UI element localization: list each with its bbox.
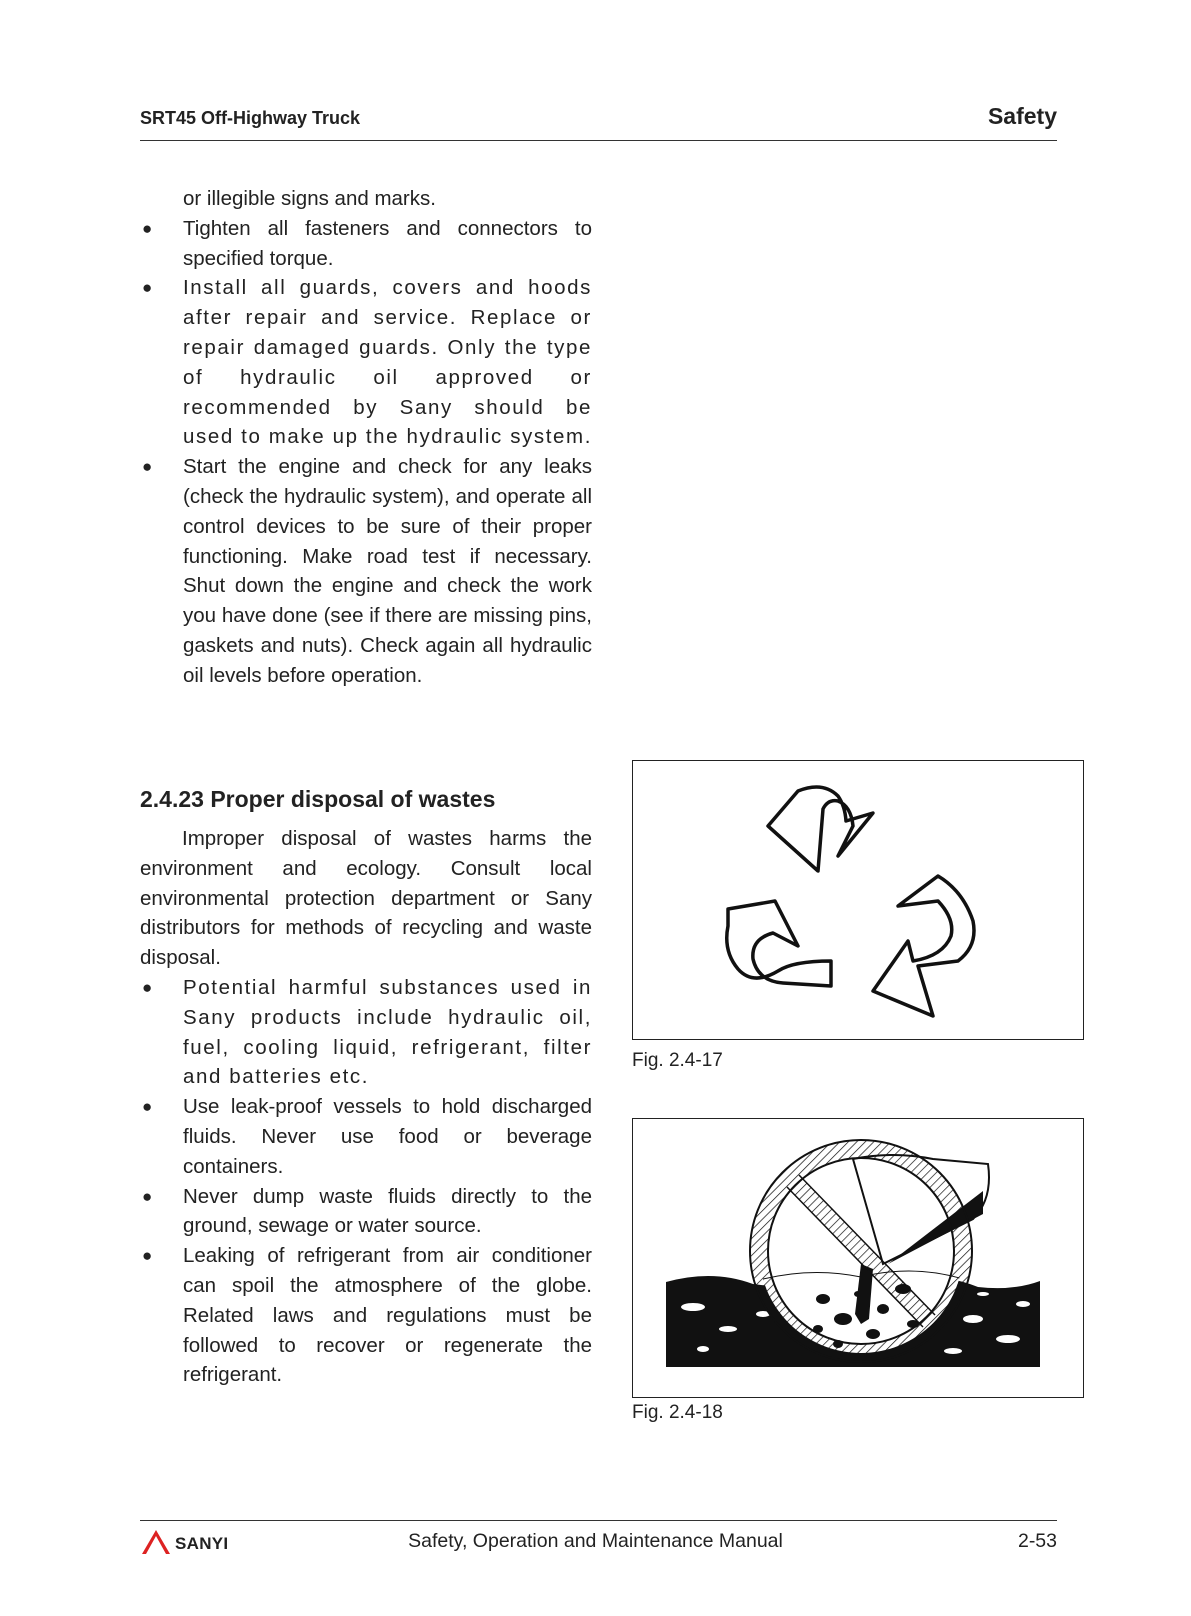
bullet-icon: ●: [142, 457, 153, 477]
list-item: [140, 214, 592, 274]
bullet-icon: ●: [142, 977, 154, 997]
list-item: [140, 1092, 592, 1181]
bullet-icon: ●: [142, 1097, 153, 1117]
no-dumping-icon: [633, 1119, 1085, 1399]
header-divider: [140, 140, 1057, 141]
list-item-text: Leaking of refrigerant from air conditioner can spoil the atmosphere of the globe. Related laws and regulations must be followed to recover or regenerate the refrigerant.: [183, 1244, 592, 1387]
bullet-icon: ●: [142, 218, 153, 238]
footer-divider: [140, 1520, 1057, 1521]
list-item-text: Potential harmful substances used in Sany products include hydraulic oil, fuel, cooling liquid, refrigerant, filter and batteries etc.: [183, 975, 592, 1089]
list-item: [140, 273, 592, 452]
recycle-icon: [633, 761, 1085, 1041]
list-continuation: or illegible signs and marks.: [183, 187, 436, 210]
section-intro: Improper disposal of wastes harms the environment and ecology. Consult local environmental protection department or Sany distributors for methods of recycling and waste disposal.: [140, 827, 592, 970]
brand-name: SANYI: [175, 1534, 229, 1553]
list-item-text: Tighten all fasteners and connectors to specified torque.: [183, 216, 592, 270]
document-title: SRT45 Off-Highway Truck: [140, 108, 361, 128]
bullet-icon: ●: [142, 1186, 153, 1206]
section-heading: 2.4.23 Proper disposal of wastes: [140, 786, 496, 812]
list-item-text: Start the engine and check for any leaks (check the hydraulic system), and operate all control devices to be sure of their proper functioning. Make road test if necessary. Shut down the engine and check the work you have done (see if there are missing pins, gaskets and nuts). Check again all hydraulic oil levels before operation.: [183, 455, 592, 687]
section-body: [140, 824, 592, 1390]
list-item-text: Use leak-proof vessels to hold discharged fluids. Never use food or beverage containers.: [183, 1095, 592, 1178]
list-item-text: Install all guards, covers and hoods after repair and service. Replace or repair damaged guards. Only the type of hydraulic oil approved or recommended by Sany should be used to make up the hydraulic system.: [183, 276, 593, 449]
list-item-text: Never dump waste fluids directly to the ground, sewage or water source.: [183, 1184, 592, 1238]
manual-title: Safety, Operation and Maintenance Manual: [408, 1530, 783, 1552]
page-number: 2-53: [1017, 1530, 1057, 1552]
chapter-title: Safety: [987, 103, 1057, 129]
figure-caption: Fig. 2.4-18: [632, 1402, 723, 1423]
list-item: [140, 973, 592, 1092]
figure-recycle: [632, 760, 1084, 1040]
figure-no-dumping: [632, 1118, 1084, 1398]
list-item: [140, 452, 592, 690]
list-item: [140, 1182, 592, 1242]
list-item: [140, 1241, 592, 1390]
top-list: [140, 184, 592, 691]
bullet-icon: ●: [142, 278, 154, 298]
figure-caption: Fig. 2.4-17: [632, 1050, 723, 1071]
bullet-icon: ●: [142, 1246, 153, 1266]
